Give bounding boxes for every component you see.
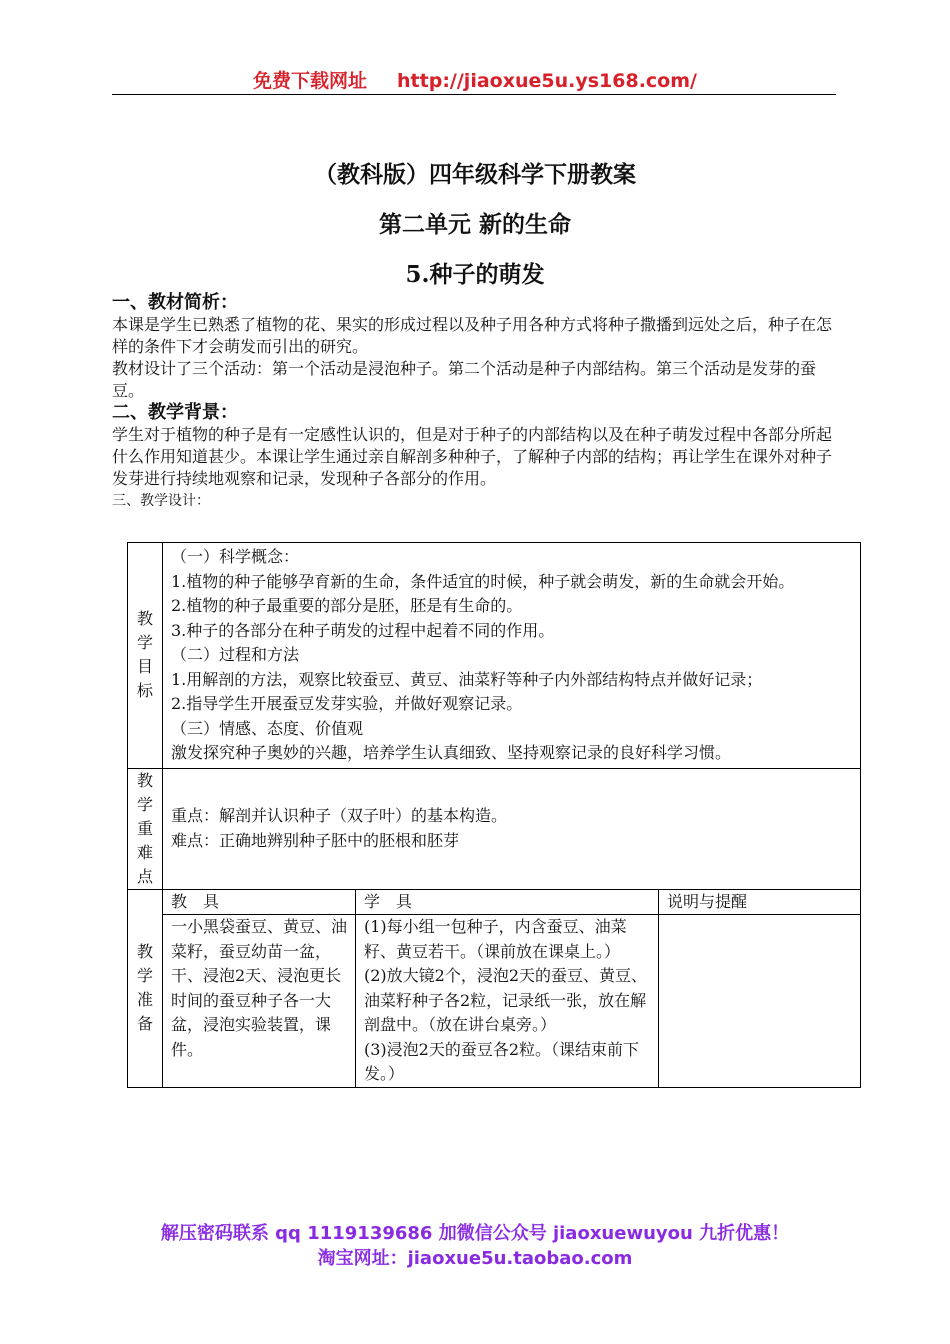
download-header [0,66,950,93]
section3-heading: 三、教学设计： [112,493,210,509]
goals-row [128,543,861,769]
footer-shop-url[interactable]: 淘宝网址：jiaoxue5u.taobao.com [317,1248,633,1269]
doc-body [112,292,842,512]
section2-para-1: 学生对于植物的种子是有一定感性认识的，但是对于种子的内部结构以及在种子萌发过程中各部分所起什么作用知道甚少。本课让学生通过亲自解剖多种种子，了解种子内部的结构；再让学生在课外对种子发芽进行持续地观察和记录，发现种子各部分的作用。 [112,425,833,488]
prep-header-row [128,889,861,915]
section2-heading: 二、教学背景： [112,402,238,423]
header-divider [112,94,836,95]
keys-row [128,768,861,889]
header-url[interactable]: http://jiaoxue5u.ys168.com/ [397,70,697,92]
unit-title: 第二单元 新的生命 [378,211,571,238]
notes-header: 说明与提醒 [659,889,861,915]
section1-para-2: 教材设计了三个活动：第一个活动是浸泡种子。第二个活动是种子内部结构。第三个活动是发芽的蚕豆。 [112,359,817,400]
keys-label: 教 学 重 难 点 [128,768,163,889]
keys-content: 重点：解剖并认识种子（双子叶）的基本构造。 难点：正确地辨别种子胚中的胚根和胚芽 [163,768,861,889]
notes-cell [659,915,861,1088]
student-tools: (1)每小组一包种子，内含蚕豆、油菜籽、黄豆若干。（课前放在课桌上。） (2)放大镜2个，浸泡2天的蚕豆、黄豆、油菜籽种子各2粒，记录纸一张，放在解剖盘中。（放在讲台桌旁。） (3)浸泡2天的蚕豆各2粒。（课结束前下发。） [356,915,659,1088]
header-label: 免费下载网址 [253,70,368,92]
prep-label: 教 学 准 备 [128,889,163,1087]
goals-content: （一）科学概念： 1.植物的种子能够孕育新的生命，条件适宜的时候，种子就会萌发，新的生命就会开始。 2.植物的种子最重要的部分是胚，胚是有生命的。 3.种子的各部分在种子萌发的过程中起着不同的作用。 （二）过程和方法 1.用解剖的方法，观察比较蚕豆、黄豆、油菜籽等种子内外部结构特点并做好记录； 2.指导学生开展蚕豆发芽实验，并做好观察记录。 （三）情感、态度、价值观 激发探究种子奥妙的兴趣，培养学生认真细致、坚持观察记录的良好科学习惯。 [163,543,861,769]
lesson-title: 5.种子的萌发 [405,261,545,288]
student-tools-header: 学 具 [356,889,659,915]
teacher-tools-header: 教 具 [163,889,356,915]
teacher-tools: 一小黑袋蚕豆、黄豆、油菜籽，蚕豆幼苗一盆，干、浸泡2天、浸泡更长时间的蚕豆种子各一大盆，浸泡实验装置，课件。 [163,915,356,1088]
prep-content-row [128,915,861,1088]
lesson-design-table [127,542,861,1088]
section1-para-1: 本课是学生已熟悉了植物的花、果实的形成过程以及种子用各种方式将种子撒播到远处之后，种子在怎样的条件下才会萌发而引出的研究。 [112,315,833,356]
doc-title: （教科版）四年级科学下册教案 [314,161,636,188]
footer-contact: 解压密码联系 qq 1119139686 加微信公众号 jiaoxuewuyou 九折优惠！ [160,1223,790,1244]
section1-heading: 一、教材简析： [112,292,238,313]
goals-label: 教 学 目 标 [128,543,163,769]
